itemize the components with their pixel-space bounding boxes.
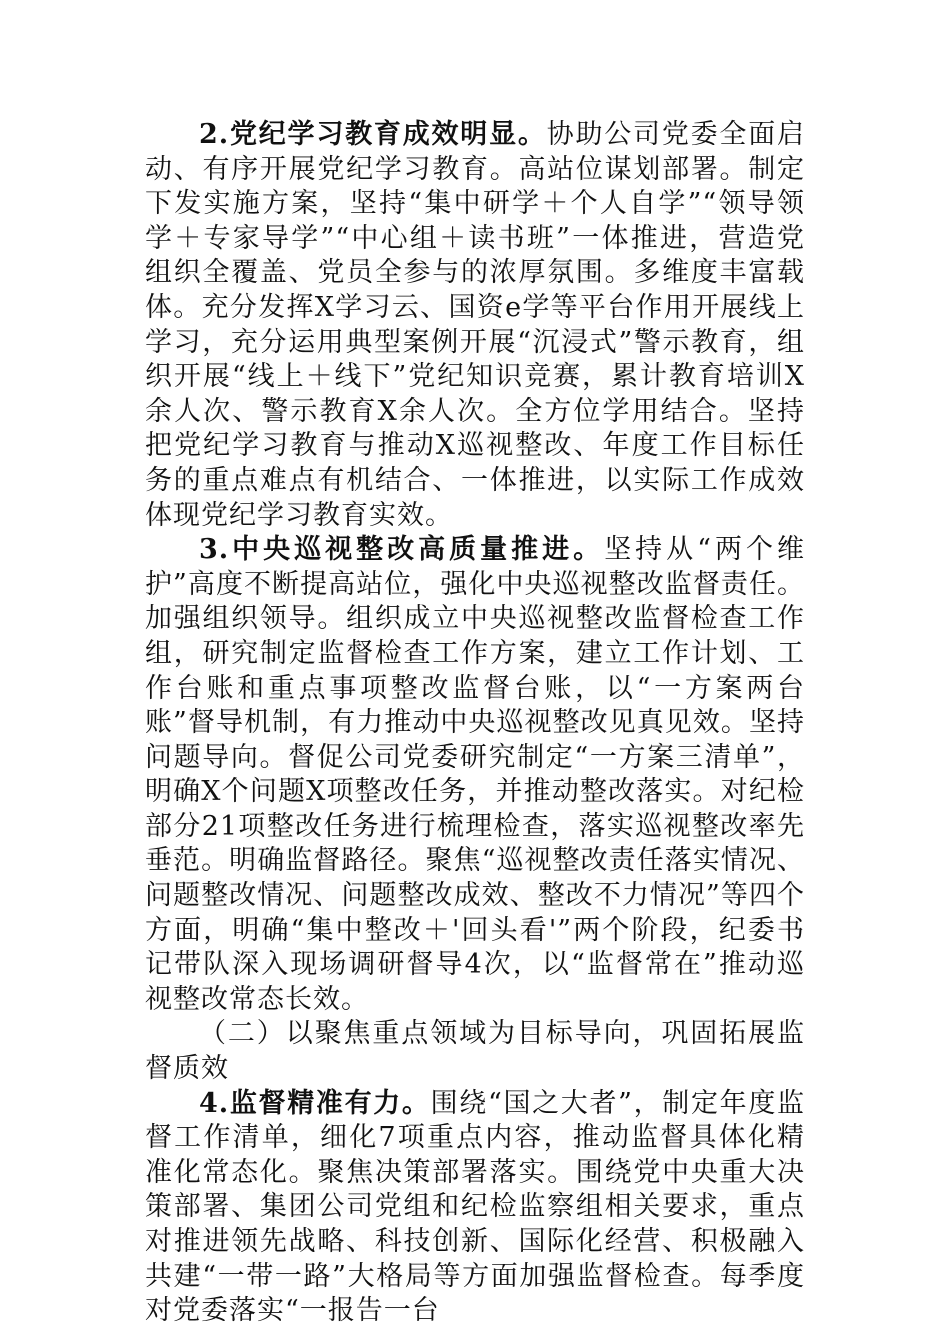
paragraph-body: 协助公司党委全面启动、有序开展党纪学习教育。高站位谋划部署。制定下发实施方案，坚持“集中研学＋个人自学”“领导领学＋专家导学”“中心组＋读书班”一体推进，营造党组织全覆盖、党员全参与的浓厚氛围。多维度丰富载体。充分发挥X学习云、国资e学等平台作用开展线上学习，充分运用典型案例开展“沉浸式”警示教育，组织开展“线上＋线下”党纪知识竞赛，累计教育培训X余人次、警示教育X余人次。全方位学用结合。坚持把党纪学习教育与推动X巡视整改、年度工作目标任务的重点难点有机结合、一体推进，以实际工作成效体现党纪学习教育实效。 (145, 119, 806, 531)
paragraph-central-inspection-rectification (145, 533, 805, 1017)
paragraph-party-discipline-education (145, 118, 805, 533)
section-heading: （二）以聚焦重点领域为目标导向，巩固拓展监督质效 (145, 1018, 805, 1085)
document-page (145, 118, 805, 1329)
paragraph-heading: 4.监督精准有力。 (199, 1087, 431, 1119)
paragraph-heading: 2.党纪学习教育成效明显。 (199, 119, 547, 150)
paragraph-body: 围绕“国之大者”，制定年度监督工作清单，细化7项重点内容，推动监督具体化精准化常态化。聚焦决策部署落实。围绕党中央重大决策部署、集团公司党组和纪检监察组相关要求，重点对推进领先战略、科技创新、国际化经营、积极融入共建“一带一路”大格局等方面加强监督检查。每季度对党委落实“一报告一台 (145, 1087, 806, 1327)
paragraph-heading: 3.中央巡视整改高质量推进。 (199, 534, 605, 566)
paragraph-precise-supervision (145, 1087, 805, 1329)
paragraph-body: 坚持从“两个维护”高度不断提高站位，强化中央巡视整改监督责任。加强组织领导。组织成立中央巡视整改监督检查工作组，研究制定监督检查工作方案，建立工作计划、工作台账和重点事项整改监督台账，以“一方案两台账”督导机制，有力推动中央巡视整改见真见效。坚持问题导向。督促公司党委研究制定“一方案三清单”，明确X个问题X项整改任务，并推动整改落实。对纪检部分21项整改任务进行梳理检查，落实巡视整改率先垂范。明确监督路径。聚焦“巡视整改责任落实情况、问题整改情况、问题整改成效、整改不力情况”等四个方面，明确“集中整改＋'回头看'”两个阶段，纪委书记带队深入现场调研督导4次，以“监督常在”推动巡视整改常态长效。 (145, 534, 805, 1015)
